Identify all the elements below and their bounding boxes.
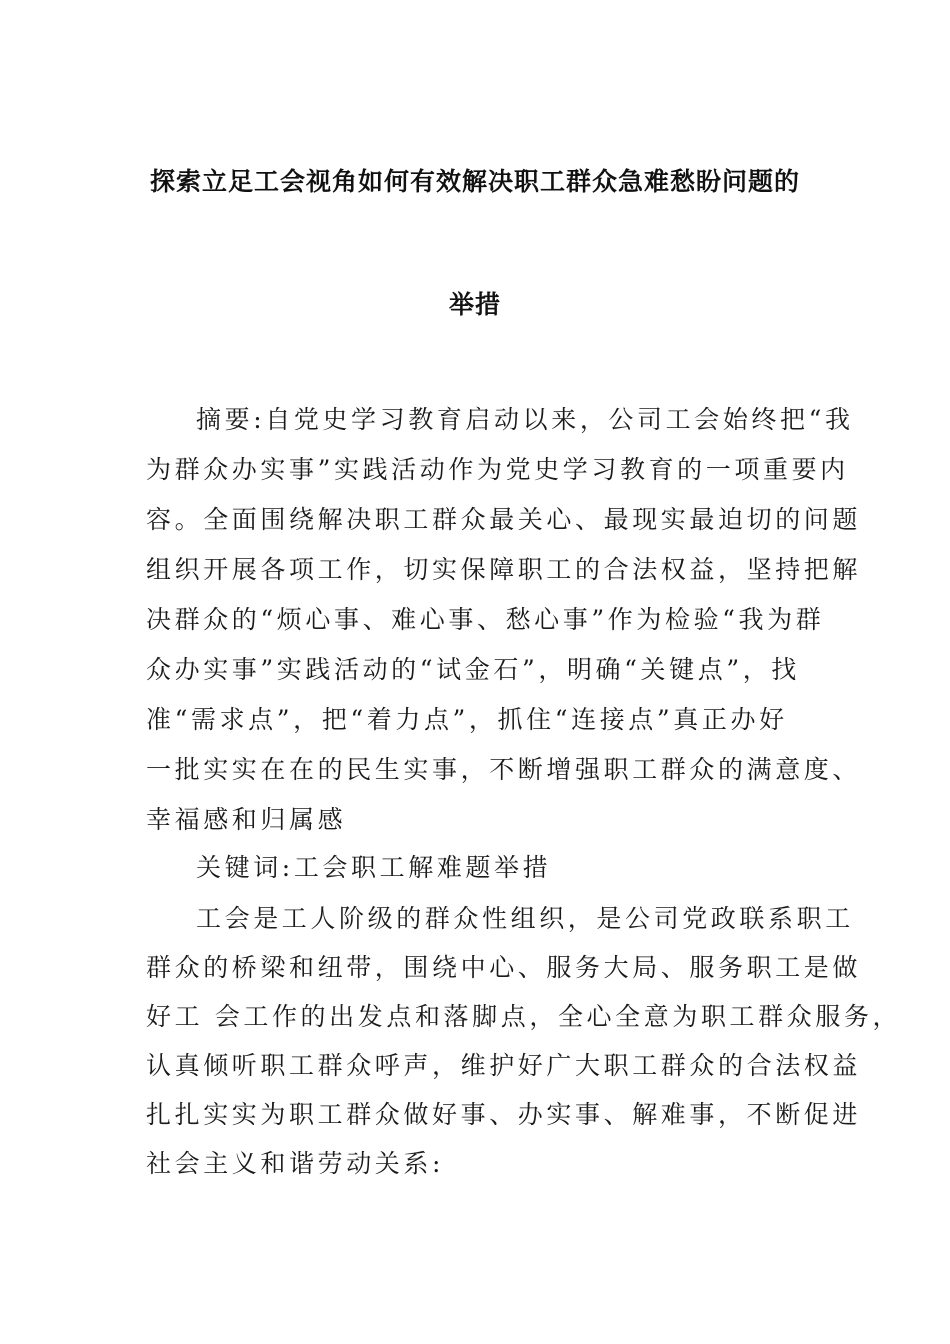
document-title-line-2: 举措 [448,290,501,319]
abstract-line: 容。全面围绕解决职工群众最关心、最现实最迫切的问题 [146,505,862,534]
abstract-line: 准“需求点”，把“着力点”，抓住“连接点”真正办好 [146,705,788,734]
body-line: 工会是工人阶级的群众性组织，是公司党政联系职工 [196,904,854,933]
abstract-line: 为群众办实事”实践活动作为党史学习教育的一项重要内 [146,455,849,484]
abstract-line: 决群众的“烦心事、难心事、愁心事”作为检验“我为群 [146,605,825,634]
abstract-line: 一批实实在在的民生实事，不断增强职工群众的满意度、 [146,755,862,784]
abstract-line: 幸福感和归属感 [146,805,347,834]
document-title-line-1: 探索立足工会视角如何有效解决职工群众急难愁盼问题的 [149,167,800,196]
abstract-line: 组织开展各项工作，切实保障职工的合法权益，坚持把解 [146,555,862,584]
body-line: 认真倾听职工群众呼声，维护好广大职工群众的合法权益 [146,1051,862,1080]
body-line: 好工 会工作的出发点和落脚点，全心全意为职工群众服务， [146,1002,902,1031]
body-line: 群众的桥梁和纽带，围绕中心、服务大局、服务职工是做 [146,953,862,982]
keywords-line: 关键词:工会职工解难题举措 [196,853,552,882]
abstract-line: 摘要:自党史学习教育启动以来，公司工会始终把“我 [196,405,854,434]
abstract-line: 众办实事”实践活动的“试金石”，明确“关键点”，找 [146,655,800,684]
body-line: 扎扎实实为职工群众做好事、办实事、解难事，不断促进 [146,1100,862,1129]
body-line: 社会主义和谐劳动关系: [146,1149,445,1178]
